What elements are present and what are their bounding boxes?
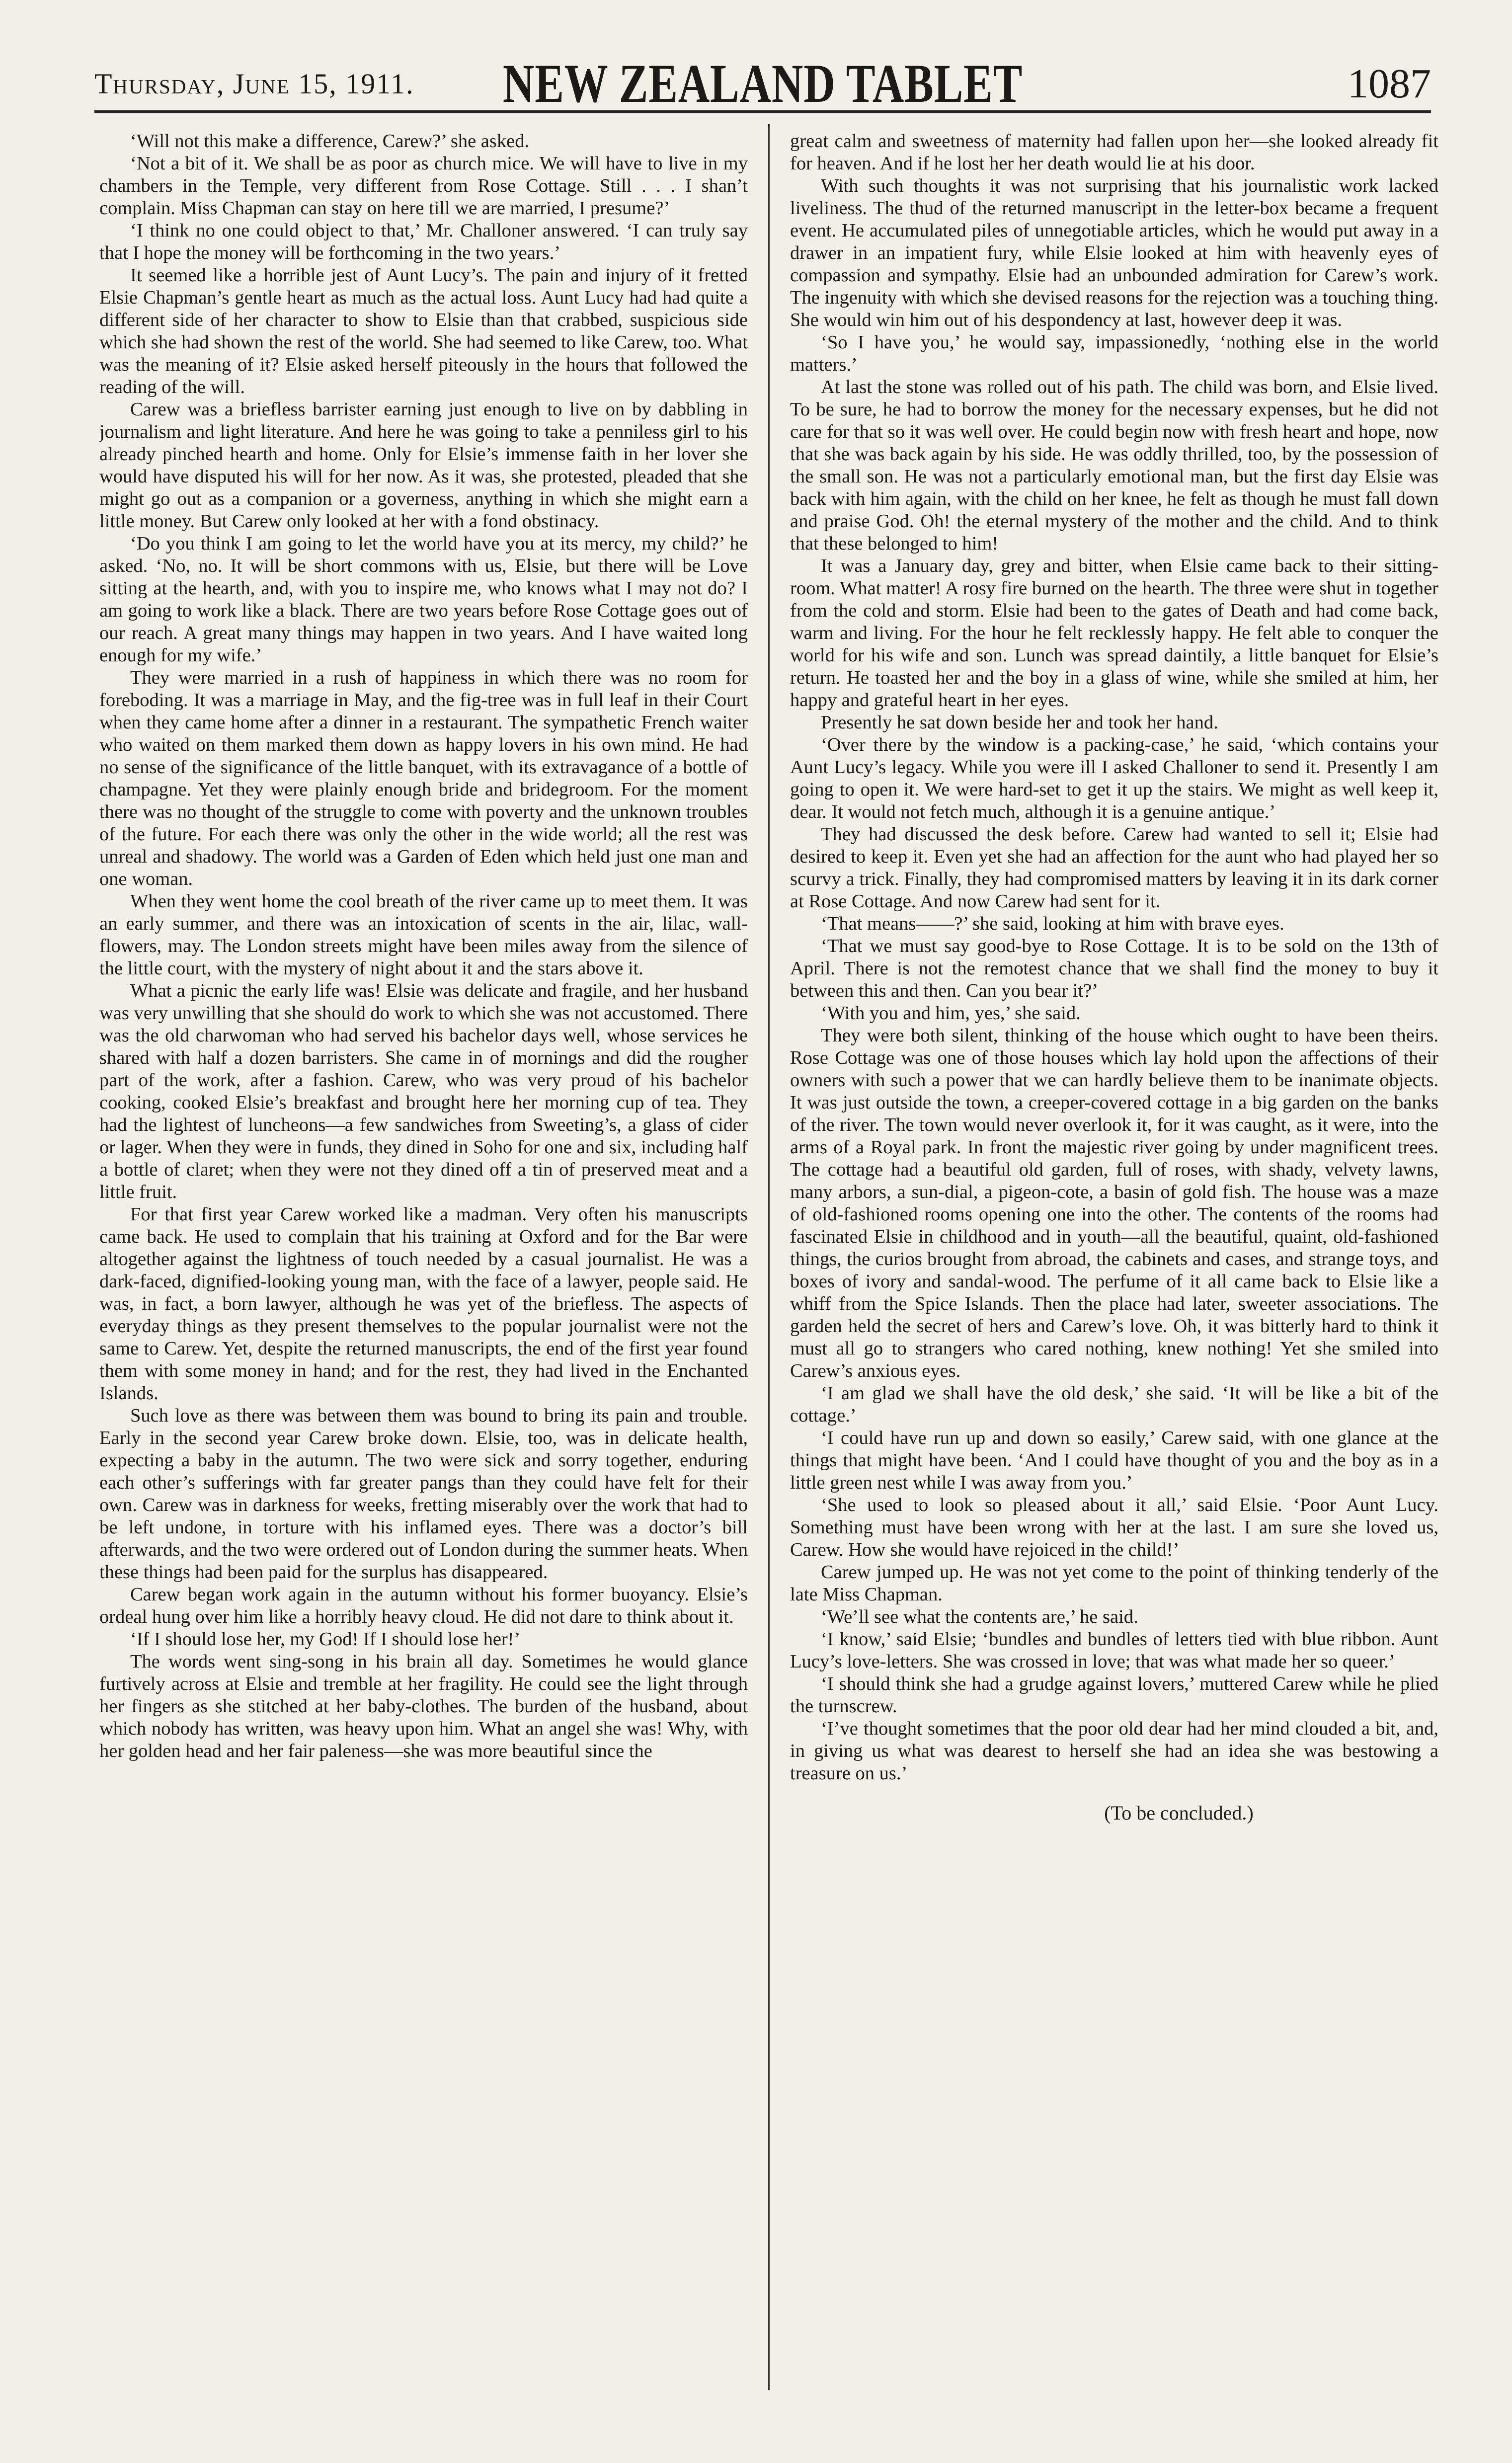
paragraph: At last the stone was rolled out of his path. The child was born, and Elsie lived. To be sure, he had to borrow the money for the necessary expenses, but he did not care for that so it was well over. He could begin now with fresh heart and hope, now that she was back again by his side. He was oddly thrilled, too, by the possession of the small son. He was not a particularly emotional man, but the first day Elsie was back with him again, with the child on her knee, he felt as though he must fall down and praise God. Oh! the eternal mystery of the mother and the child. And to think that these belonged to him! — [790, 377, 1438, 554]
paragraph: They were married in a rush of happiness in which there was no room for foreboding. It was a marriage in May, and the fig-tree was in full leaf in their Court when they came home after a dinner in a restaurant. The sympathetic French waiter who waited on them marked them down as happy lovers in his own mind. He had no sense of the significance of the little banquet, with its extravagance of a bottle of champagne. Yet they were plainly enough bride and bridegroom. For the moment there was no thought of the struggle to come with poverty and the unknown troubles of the future. For each there was only the other in the wide world; all the rest was unreal and shadowy. The world was a Garden of Eden which held just one man and one woman. — [99, 667, 748, 889]
column-divider — [768, 124, 770, 2390]
right-column — [790, 130, 1438, 2386]
paragraph: With such thoughts it was not surprising that his journalistic work lacked liveliness. The thud of the returned manuscript in the letter-box became a frequent event. He accumulated piles of unnegotiable articles, which he would put away in a drawer in an impatient fury, while Elsie looked at him with heavenly eyes of compassion and sympathy. Elsie had an unbounded admiration for Carew’s work. The ingenuity with which she devised reasons for the rejection was a touching thing. She would win him out of his despondency at last, however deep it was. — [790, 175, 1438, 330]
paragraph: Presently he sat down beside her and took her hand. — [821, 712, 1218, 733]
newspaper-title: NEW ZEALAND TABLET — [502, 53, 1023, 114]
paragraph: ‘Not a bit of it. We shall be as poor as church mice. We will have to live in my chambers in the Temple, very different from Rose Cottage. Still . . . I shan’t complain. Miss Chapman can stay on here till we are married, I presume?’ — [99, 153, 748, 219]
paragraph: ‘I should think she had a grudge against lovers,’ muttered Carew while he plied the turnscrew. — [790, 1673, 1438, 1717]
paragraph: ‘I know,’ said Elsie; ‘bundles and bundles of letters tied with blue ribbon. Aunt Lucy’s love-letters. She was crossed in love; that was what made her so queer.’ — [790, 1629, 1438, 1672]
paragraph-continued: great calm and sweetness of maternity had fallen upon her—she looked already fit for heaven. And if he lost her her death would lie at his door. — [790, 131, 1438, 174]
paragraph: Carew was a briefless barrister earning just enough to live on by dabbling in journalism and light literature. And here he was going to take a penniless girl to his already pinched hearth and home. Only for Elsie’s immense faith in her lover she would have disputed his will for her now. As it was, she protested, pleaded that she might go out as a companion or a governess, anything in which she might earn a little money. But Carew only looked at her with a fond obstinacy. — [99, 399, 748, 532]
paragraph: ‘Over there by the window is a packing-case,’ he said, ‘which contains your Aunt Lucy’s legacy. While you were ill I asked Challoner to send it. Presently I am going to open it. We were hard-set to get it up the stairs. We might as well keep it, dear. It would not fetch much, although it is a genuine antique.’ — [790, 734, 1438, 822]
paragraph: ‘She used to look so pleased about it all,’ said Elsie. ‘Poor Aunt Lucy. Something must have been wrong with her at the last. I am sure she loved us, Carew. How she would have rejoiced in the child!’ — [790, 1495, 1438, 1560]
paragraph: Carew began work again in the autumn without his former buoyancy. Elsie’s ordeal hung over him like a horribly heavy cloud. He did not dare to think about it. — [99, 1584, 748, 1627]
header-rule — [94, 110, 1431, 113]
paragraph: ‘If I should lose her, my God! If I should lose her!’ — [130, 1629, 521, 1650]
paragraph: They were both silent, thinking of the house which ought to have been theirs. Rose Cottage was one of those houses which lay hold upon the affections of their owners with such a power that we can hardly believe them to be inanimate objects. It was just outside the town, a creeper-covered cottage in a big garden on the banks of the river. The town would never overlook it, for it was caught, as it were, into the arms of a Royal park. In front the majestic river going by under magnificent trees. The cottage had a beautiful old garden, full of roses, with shady, velvety lawns, many arbors, a sun-dial, a pigeon-cote, a basin of gold fish. The house was a maze of old-fashioned rooms opening one into the other. The contents of the rooms had fascinated Elsie in childhood and in youth—all the beautiful, quaint, old-fashioned things, the curios brought from abroad, the cabinets and cases, and strange toys, and boxes of ivory and sandal-wood. The perfume of it all came back to Elsie like a whiff from the Spice Islands. Then the place had later, sweeter associations. The garden held the secret of hers and Carew’s love. Oh, it was bitterly hard to think it must all go to strangers who cared nothing, knew nothing! Yet she smiled into Carew’s anxious eyes. — [790, 1025, 1438, 1381]
paragraph: Such love as there was between them was bound to bring its pain and trouble. Early in the second year Carew broke down. Elsie, too, was in delicate health, expecting a baby in the autumn. The two were sick and sorry together, enduring each other’s sufferings with far greater pangs than they could have felt for their own. Carew was in darkness for weeks, fretting miserably over the work that had to be left undone, in torture with his inflamed eyes. There was a doctor’s bill afterwards, and the two were ordered out of London during the summer heats. When these things had been paid for the surplus has disappeared. — [99, 1405, 748, 1583]
to-be-concluded-note: (To be concluded.) — [1104, 1802, 1254, 1824]
paragraph: It was a January day, grey and bitter, when Elsie came back to their sitting-room. What matter! A rosy fire burned on the hearth. The three were shut in together from the cold and storm. Elsie had been to the gates of Death and had come back, warm and living. For the hour he felt recklessly happy. He felt able to conquer the world for his wife and son. Lunch was spread daintily, a little banquet for Elsie’s return. He toasted her and the boy in a glass of wine, while she smiled at him, her happy and grateful heart in her eyes. — [790, 556, 1438, 711]
left-column — [99, 130, 748, 2386]
paragraph: Carew jumped up. He was not yet come to the point of thinking tenderly of the late Miss Chapman. — [790, 1562, 1438, 1605]
paragraph: ‘I am glad we shall have the old desk,’ she said. ‘It will be like a bit of the cottage.’ — [790, 1383, 1438, 1426]
paragraph: ‘Will not this make a difference, Carew?’ she asked. — [130, 131, 530, 152]
paragraph: It seemed like a horrible jest of Aunt Lucy’s. The pain and injury of it fretted Elsie Chapman’s gentle heart as much as the actual loss. Aunt Lucy had had quite a different side of her character to show to Elsie than that crabbed, suspicious side which she had shown the rest of the world. She had seemed to like Carew, too. What was the meaning of it? Elsie asked herself piteously in the hours that followed the reading of the will. — [99, 265, 748, 397]
paragraph: ‘That we must say good-bye to Rose Cottage. It is to be sold on the 13th of April. There is not the remotest chance that we shall find the money to buy it between this and then. Can you bear it?’ — [790, 936, 1438, 1001]
paragraph: ‘We’ll see what the contents are,’ he said. — [821, 1606, 1138, 1627]
paragraph: What a picnic the early life was! Elsie was delicate and fragile, and her husband was very unwilling that she should do work to which she was not accustomed. There was the old charwoman who had served his bachelor days well, whose services he shared with half a dozen barristers. She came in of mornings and did the rougher part of the work, after a fashion. Carew, who was very proud of his bachelor cooking, cooked Elsie’s breakfast and brought here her morning cup of tea. They had the lightest of luncheons—a few sandwiches from Sweeting’s, a glass of cider or lager. When they were in funds, they dined in Soho for one and six, including half a bottle of claret; when they were not they dined off a tin of preserved meat and a little fruit. — [99, 980, 748, 1202]
paragraph: For that first year Carew worked like a madman. Very often his manuscripts came back. He used to complain that his training at Oxford and for the Bar were altogether against the lightness of touch needed by a casual journalist. He was a dark-faced, dignified-looking young man, with the face of a lawyer, people said. He was, in fact, a born lawyer, although he was yet of the briefless. The aspects of everyday things as they present themselves to the popular journalist were not the same to Carew. Yet, despite the returned manuscripts, the end of the first year found them with some money in hand; and for the rest, they had lived in the Enchanted Islands. — [99, 1204, 748, 1404]
paragraph: They had discussed the desk before. Carew had wanted to sell it; Elsie had desired to keep it. Even yet she had an affection for the aunt who had played her so scurvy a trick. Finally, they had compromised matters by leaving it in its dark corner at Rose Cottage. And now Carew had sent for it. — [790, 824, 1438, 912]
paragraph: ‘So I have you,’ he would say, impassionedly, ‘nothing else in the world matters.’ — [790, 332, 1438, 375]
paragraph: ‘I think no one could object to that,’ Mr. Challoner answered. ‘I can truly say that I hope the money will be forthcoming in the two years.’ — [99, 220, 748, 263]
paragraph: ‘That means——?’ she said, looking at him with brave eyes. — [821, 913, 1284, 934]
issue-date: Thursday, June 15, 1911. — [94, 68, 414, 100]
paragraph: ‘I’ve thought sometimes that the poor old dear had her mind clouded a bit, and, in giving us what was dearest to herself she had an idea she was bestowing a treasure on us.’ — [790, 1718, 1438, 1784]
masthead — [94, 47, 1431, 112]
paragraph: ‘Do you think I am going to let the world have you at its mercy, my child?’ he asked. ‘No, no. It will be short commons with us, Elsie, but there will be Love sitting at the hearth, and, with you to inspire me, who knows what I may not do? I am going to work like a black. There are two years before Rose Cottage goes out of our reach. A great many things may happen in two years. And I have waited long enough for my wife.’ — [99, 533, 748, 666]
paragraph: When they went home the cool breath of the river came up to meet them. It was an early summer, and there was an intoxication of scents in the air, lilac, wall-flowers, may. The London streets might have been miles away from the silence of the little court, with the mystery of night about it and the stars above it. — [99, 891, 748, 979]
page-number: 1087 — [1348, 61, 1431, 107]
paragraph: The words went sing-song in his brain all day. Sometimes he would glance furtively across at Elsie and tremble at her fragility. He could see the light through her fingers as she stitched at her baby-clothes. The burden of the husband, about which nobody has written, was heavy upon him. What an angel she was! Why, with her golden head and her fair paleness—she was more beautiful since the — [99, 1651, 748, 1761]
paragraph: ‘I could have run up and down so easily,’ Carew said, with one glance at the things that might have been. ‘And I could have thought of you and the boy as in a little green nest while I was away from you.’ — [790, 1428, 1438, 1493]
paragraph: ‘With you and him, yes,’ she said. — [821, 1003, 1081, 1024]
